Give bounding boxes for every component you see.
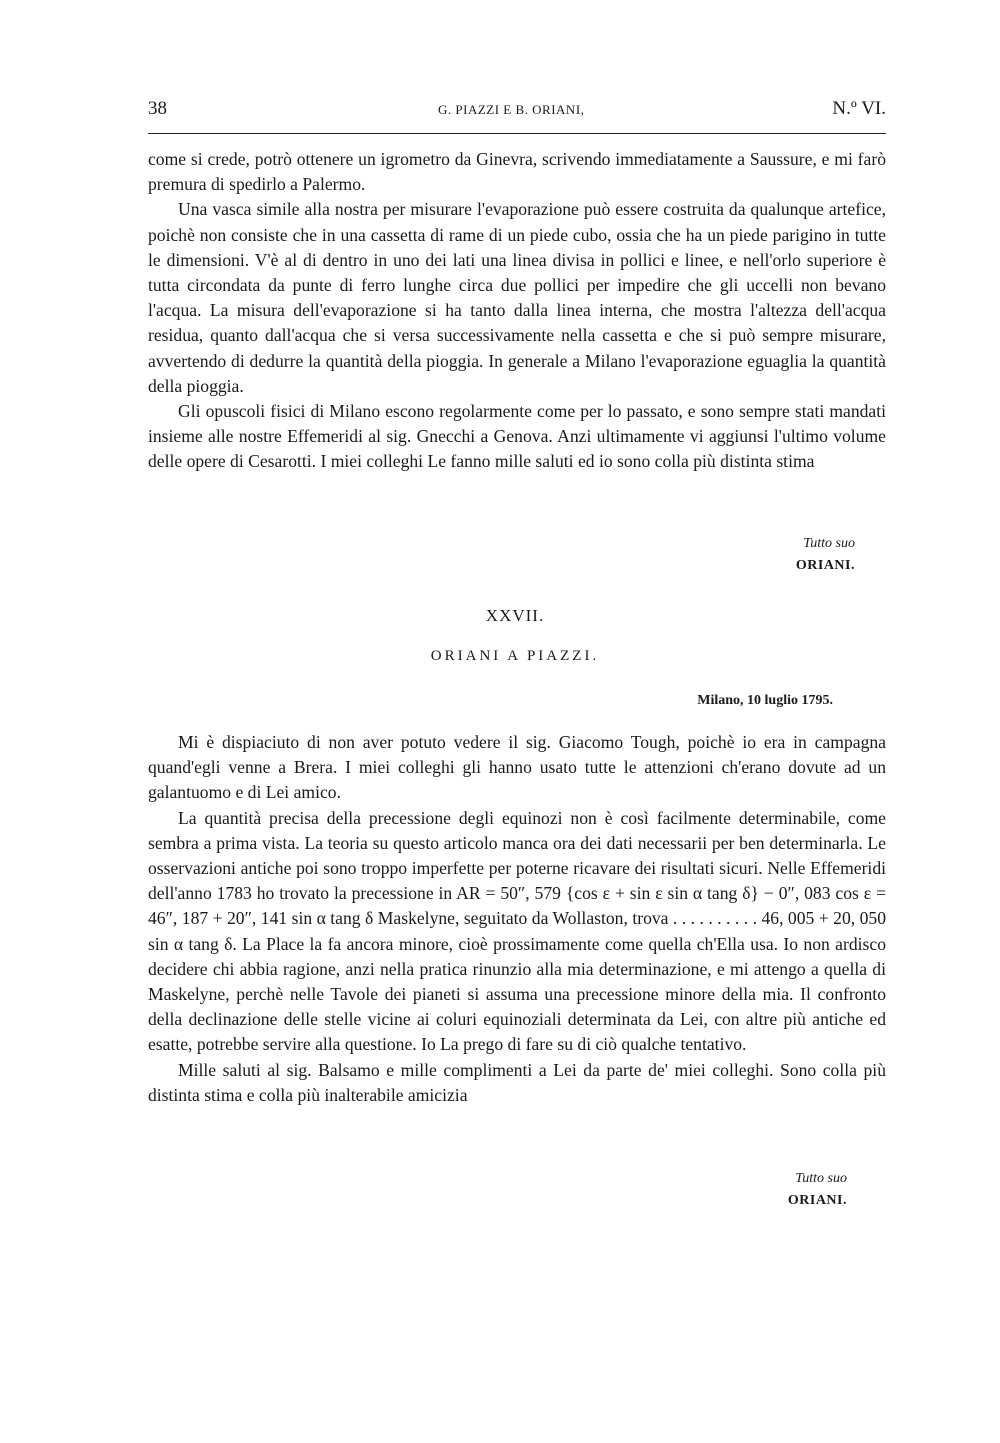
running-header xyxy=(148,98,886,122)
paragraph: Una vasca simile alla nostra per misurare l'evaporazione può essere costruita da qualunque artefice, poichè non consiste che in una cassetta di rame di un piede cubo, ossia che ha un piede parigino in tutte le dimensioni. V'è al di dentro in uno dei lati una linea divisa in pollici e linee, e nell'orlo superiore è tutta circondata da punte di ferro lunghe circa due pollici per impedire che gli uccelli non bevano l'acqua. La misura dell'evaporazione si ha tanto dalla linea interna, che mostra l'altezza dell'acqua residua, quanto dall'acqua che si versa successivamente nella cassetta e che si può sempre misurare, avvertendo di dedurre la quantità della pioggia. In generale a Milano l'evaporazione eguaglia la quantità della pioggia. xyxy=(148,199,886,396)
signature-name: ORIANI. xyxy=(795,558,855,573)
paragraph: Mille saluti al sig. Balsamo e mille complimenti a Lei da parte de' miei colleghi. Sono colla più distinta stima e colla più inalterabile amicizia xyxy=(148,1059,886,1105)
paragraph: come si crede, potrò ottenere un igrometro da Ginevra, scrivendo immediatamente a Saussure, e mi farò premura di spedirlo a Palermo. xyxy=(148,149,886,195)
paragraph: Mi è dispiaciuto di non aver potuto vedere il sig. Giacomo Tough, poichè io era in campagna quand'egli venne a Brera. I miei colleghi gli hanno usato tutte le attenzioni ch'erano dovute ad un galantuomo e di Lei amico. xyxy=(148,732,886,803)
letter-number: XXVII. xyxy=(485,606,545,625)
section-number: N.º VI. xyxy=(832,98,886,119)
paragraph: La quantità precisa della precessione degli equinozi non è così facilmente determinabile, come sembra a prima vista. La teoria su questo articolo manca ora dei dati necessarii per ben determinarla. Le osservazioni antiche poi sono troppo imperfette per poterne ricavare dei risultati sicuri. Nelle Effemeridi dell'anno 1783 ho trovato la precessione in AR = 50″, 579 {cos ε + sin ε sin α tang δ} − 0″, 083 cos ε = 46″, 187 + 20″, 141 sin α tang δ Maskelyne, seguitato da Wollaston, trova . . . . . . . . . . 46, 005 + 20, 050 sin α tang δ. La Place la fa ancora minore, cioè prossimamente come quella ch'Ella usa. Io non ardisco decidere chi abbia ragione, anzi nella pratica rinunzio alla mia determinazione, e mi attengo a quella di Maskelyne, perchè nelle Tavole dei pianeti si assuma una precessione minore della mia. Il confronto della declinazione delle stelle vicine ai coluri equinoziali determinata da Lei, con altre più antiche ed esatte, potrebbe servire alla questione. Io La prego di fare su di ciò qualche tentativo. xyxy=(148,807,886,1055)
page-number: 38 xyxy=(148,98,167,119)
paragraph: Gli opuscoli fisici di Milano escono regolarmente come per lo passato, e sono sempre stati mandati insieme alle nostre Effemeridi al sig. Gnecchi a Genova. Anzi ultimamente vi aggiunsi l'ultimo volume delle opere di Cesarotti. I miei colleghi Le fanno mille saluti ed io sono colla più distinta stima xyxy=(148,401,886,472)
letter-title: ORIANI A PIAZZI. xyxy=(430,648,600,664)
previous-letter-body xyxy=(148,147,886,475)
letter-signature xyxy=(640,1171,847,1209)
letter-place-date: Milano, 10 luglio 1795. xyxy=(697,693,833,708)
signature-name: ORIANI. xyxy=(787,1193,847,1208)
closing-formula: Tutto suo xyxy=(803,536,855,551)
running-title: G. PIAZZI E B. ORIANI, xyxy=(438,102,585,117)
letter-body xyxy=(148,730,886,1108)
closing-formula: Tutto suo xyxy=(795,1171,847,1186)
header-rule xyxy=(148,133,886,134)
previous-letter-signature xyxy=(640,536,855,574)
